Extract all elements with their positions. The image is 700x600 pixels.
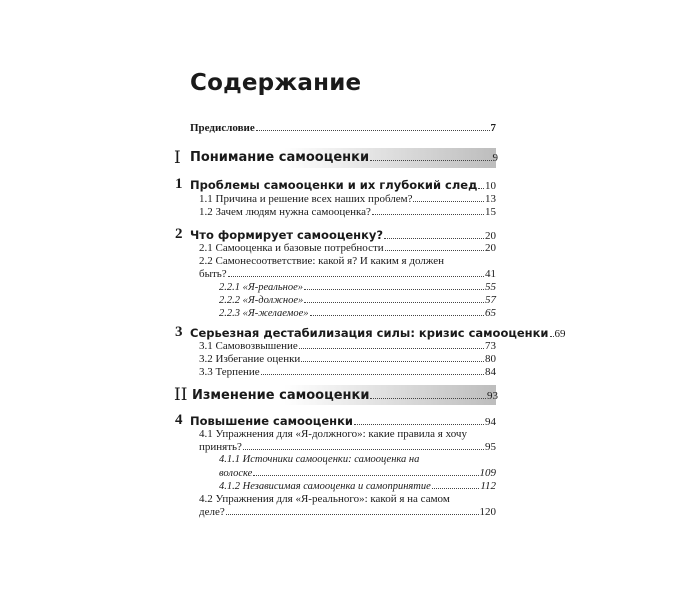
toc-section	[199, 341, 496, 352]
toc-entry-page: 84	[485, 366, 496, 378]
toc-entry-page: 41	[485, 268, 496, 280]
toc-subsection-line1: 4.1.1 Источники самооценки: самооценка на	[219, 454, 420, 465]
toc-entry-label: волоске	[219, 467, 253, 479]
leader-dots	[243, 448, 484, 450]
toc-subsection	[219, 308, 496, 319]
leader-dots	[370, 397, 486, 399]
toc-entry-page: 15	[485, 206, 496, 218]
toc-chapter-4	[190, 416, 496, 428]
toc-entry-page: 95	[485, 441, 496, 453]
leader-dots	[256, 129, 490, 131]
toc-entry-page: 112	[480, 480, 496, 492]
chapter-number: 1	[175, 176, 183, 192]
toc-section	[199, 269, 496, 280]
part-number: II	[174, 385, 188, 405]
leader-dots	[370, 159, 491, 161]
toc-entry-page: 69	[554, 327, 566, 340]
toc-section	[199, 442, 496, 453]
part-title: Понимание самооценки	[190, 150, 370, 165]
chapter-title: Повышение самооценки	[190, 414, 353, 428]
toc-section	[199, 354, 496, 365]
leader-dots	[550, 335, 554, 337]
toc-section-line1: 4.2 Упражнения для «Я-реального»: какой я на самом	[199, 493, 450, 505]
toc-entry-label: 1.2 Зачем людям нужна самооценка?	[199, 206, 371, 218]
toc-chapter-3	[190, 326, 566, 340]
toc-entry-label: принять?	[199, 441, 242, 453]
page-title: Содержание	[190, 70, 362, 96]
toc-entry-page: 9	[492, 152, 498, 164]
toc-subsection	[219, 468, 496, 479]
leader-dots	[261, 373, 484, 375]
toc-entry-page: 93	[487, 390, 498, 402]
leader-dots	[413, 200, 484, 202]
leader-dots	[253, 474, 478, 476]
chapter-title: Серьезная дестабилизация силы: кризис самооценки	[190, 326, 549, 340]
leader-dots	[385, 249, 484, 251]
toc-part-2	[192, 389, 498, 402]
toc-section	[199, 507, 496, 518]
toc-entry-page: 20	[485, 242, 496, 254]
toc-chapter-1	[190, 180, 496, 192]
toc-entry-label: 2.2.3 «Я-желаемое»	[219, 307, 309, 319]
toc-entry-page: 55	[485, 281, 496, 293]
toc-entry-page: 7	[490, 122, 496, 134]
leader-dots	[384, 237, 484, 239]
chapter-title: Проблемы самооценки и их глубокий след	[190, 178, 478, 192]
leader-dots	[372, 213, 484, 215]
toc-entry-label: 3.3 Терпение	[199, 366, 260, 378]
toc-section-line1: 4.1 Упражнения для «Я-должного»: какие правила я хочу	[199, 428, 467, 440]
toc-section	[199, 367, 496, 378]
toc-entry-page: 65	[485, 307, 496, 319]
chapter-title: Что формирует самооценку?	[190, 228, 384, 242]
toc-subsection	[219, 282, 496, 293]
toc-entry-label: 2.1 Самооценка и базовые потребности	[199, 242, 384, 254]
toc-entry-label: 4.1.2 Независимая самооценка и самопринятие	[219, 480, 431, 492]
toc-entry-page: 80	[485, 353, 496, 365]
leader-dots	[299, 347, 484, 349]
part-number: I	[174, 148, 181, 168]
leader-dots	[432, 487, 480, 489]
toc-entry-label: Предисловие	[190, 122, 255, 134]
leader-dots	[228, 275, 484, 277]
toc-section	[199, 194, 496, 205]
toc-entry-page: 120	[479, 506, 496, 518]
toc-entry-page: 94	[485, 415, 496, 428]
toc-entry-page: 10	[485, 179, 496, 192]
chapter-number: 2	[175, 226, 183, 242]
toc-part-1	[190, 151, 498, 164]
leader-dots	[310, 314, 484, 316]
toc-section	[199, 243, 496, 254]
toc-entry-page: 13	[485, 193, 496, 205]
leader-dots	[301, 360, 484, 362]
toc-entry-label: 2.2.2 «Я-должное»	[219, 294, 304, 306]
toc-entry-label: 1.1 Причина и решение всех наших проблем?	[199, 193, 413, 205]
toc-entry-preface	[190, 123, 496, 134]
toc-subsection	[219, 481, 496, 492]
toc-entry-page: 109	[479, 467, 496, 479]
chapter-number: 4	[175, 412, 183, 428]
leader-dots	[304, 301, 484, 303]
toc-entry-label: быть?	[199, 268, 227, 280]
leader-dots	[478, 187, 484, 189]
chapter-number: 3	[175, 324, 183, 340]
leader-dots	[226, 513, 479, 515]
toc-entry-label: деле?	[199, 506, 225, 518]
toc-chapter-2	[190, 230, 496, 242]
toc-entry-page: 73	[485, 340, 496, 352]
part-title: Изменение самооценки	[192, 388, 370, 403]
leader-dots	[304, 288, 484, 290]
toc-entry-label: 3.2 Избегание оценки	[199, 353, 301, 365]
toc-entry-label: 3.1 Самовозвышение	[199, 340, 298, 352]
toc-entry-page: 57	[485, 294, 496, 306]
toc-section-line1: 2.2 Самонесоответствие: какой я? И каким я должен	[199, 255, 445, 267]
toc-entry-label: 2.2.1 «Я-реальное»	[219, 281, 304, 293]
toc-entry-page: 20	[485, 229, 496, 242]
leader-dots	[354, 423, 484, 425]
toc-section	[199, 207, 496, 218]
toc-subsection	[219, 295, 496, 306]
